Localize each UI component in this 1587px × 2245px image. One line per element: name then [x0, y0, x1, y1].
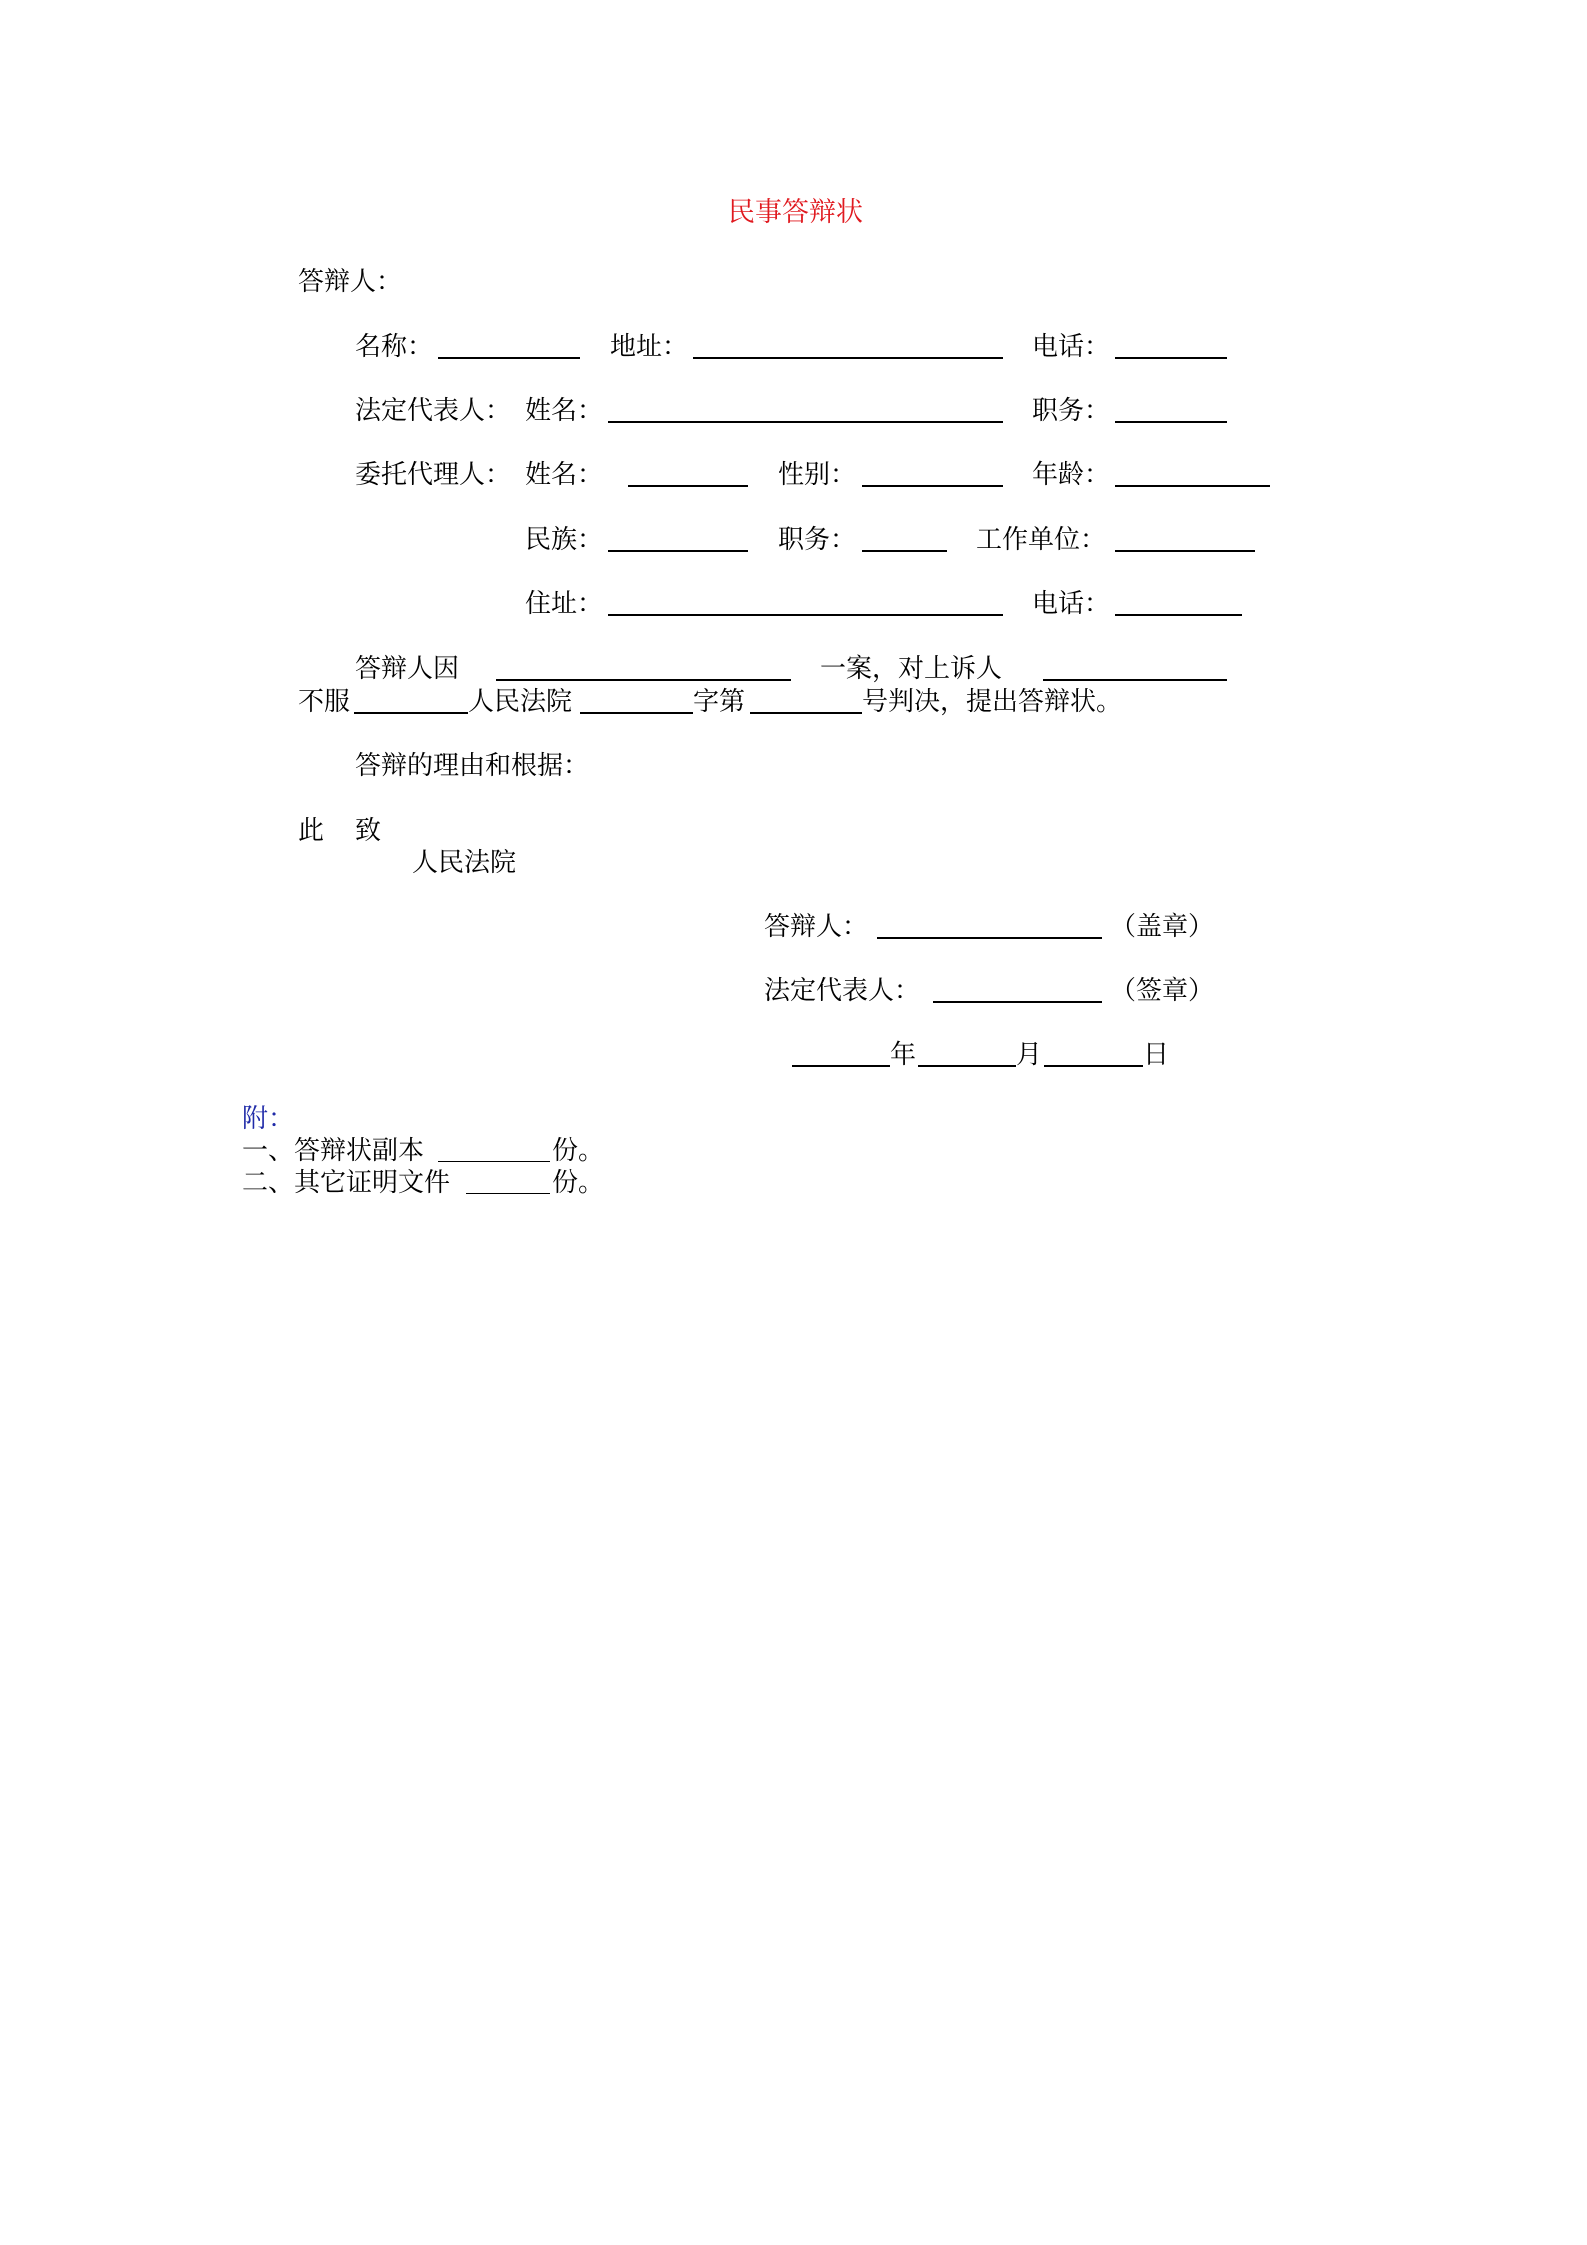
para-text-3: 不服	[298, 687, 351, 717]
residence-blank[interactable]	[608, 614, 1003, 616]
year-blank[interactable]	[792, 1065, 890, 1067]
legal-rep-name-label: 姓名：	[525, 396, 604, 426]
agent-position-label: 职务：	[778, 525, 857, 555]
attachment-1-text: 一、答辩状副本	[242, 1136, 425, 1166]
agent-name-label: 姓名：	[525, 460, 604, 490]
day-label: 日	[1143, 1040, 1170, 1070]
month-blank[interactable]	[918, 1065, 1016, 1067]
respondent-header: 答辩人：	[298, 267, 403, 297]
page-title: 民事答辩状	[728, 197, 863, 228]
address-label: 地址：	[610, 332, 689, 362]
month-label: 月	[1016, 1040, 1043, 1070]
agent-name-blank[interactable]	[628, 485, 748, 487]
gender-label: 性别：	[778, 460, 857, 490]
closing-court: 人民法院	[412, 848, 517, 878]
para-text-1: 答辩人因	[355, 654, 460, 684]
attachments-header: 附：	[242, 1104, 295, 1134]
attachment-1-suffix: 份。	[552, 1136, 605, 1166]
ethnic-label: 民族：	[525, 525, 604, 555]
year-label: 年	[890, 1040, 917, 1070]
para-text-2: 一案，对上诉人	[820, 654, 1003, 684]
reasons-label: 答辩的理由和根据：	[355, 751, 590, 781]
residence-label: 住址：	[525, 589, 604, 619]
para-text-4: 人民法院	[468, 687, 573, 717]
sig-respondent-label: 答辩人：	[764, 912, 869, 942]
case-blank[interactable]	[496, 679, 791, 681]
address-blank[interactable]	[693, 357, 1003, 359]
phone-label: 电话：	[1032, 332, 1111, 362]
closing-zhi: 致	[355, 816, 382, 846]
court-blank[interactable]	[354, 712, 468, 714]
prefix-blank[interactable]	[580, 712, 693, 714]
agent-label: 委托代理人：	[355, 460, 512, 490]
para-text-5: 字第	[693, 687, 746, 717]
name-label: 名称：	[355, 332, 434, 362]
attachment-2-text: 二、其它证明文件	[242, 1168, 451, 1198]
day-blank[interactable]	[1044, 1065, 1143, 1067]
name-blank[interactable]	[438, 357, 580, 359]
agent-phone-label: 电话：	[1032, 589, 1111, 619]
age-blank[interactable]	[1115, 485, 1270, 487]
attachment-1-blank[interactable]	[438, 1161, 550, 1162]
closing-ci: 此	[298, 816, 325, 846]
sign-text: （签章）	[1110, 976, 1215, 1006]
phone-blank[interactable]	[1115, 357, 1227, 359]
sig-legal-rep-label: 法定代表人：	[764, 976, 921, 1006]
ethnic-blank[interactable]	[608, 550, 748, 552]
legal-rep-position-label: 职务：	[1032, 396, 1111, 426]
sig-respondent-blank[interactable]	[877, 937, 1102, 939]
attachment-2-blank[interactable]	[466, 1193, 550, 1194]
agent-phone-blank[interactable]	[1115, 614, 1242, 616]
age-label: 年龄：	[1032, 460, 1111, 490]
workplace-blank[interactable]	[1115, 550, 1255, 552]
seal-text: （盖章）	[1110, 912, 1215, 942]
agent-position-blank[interactable]	[862, 550, 947, 552]
legal-rep-name-blank[interactable]	[608, 421, 1003, 423]
appellant-blank[interactable]	[1043, 679, 1227, 681]
gender-blank[interactable]	[862, 485, 1003, 487]
para-text-6: 号判决，提出答辩状。	[862, 687, 1123, 717]
workplace-label: 工作单位：	[976, 525, 1107, 555]
legal-rep-label: 法定代表人：	[355, 396, 512, 426]
attachment-2-suffix: 份。	[552, 1168, 605, 1198]
legal-rep-position-blank[interactable]	[1115, 421, 1227, 423]
sig-legal-rep-blank[interactable]	[933, 1001, 1102, 1003]
number-blank[interactable]	[750, 712, 862, 714]
